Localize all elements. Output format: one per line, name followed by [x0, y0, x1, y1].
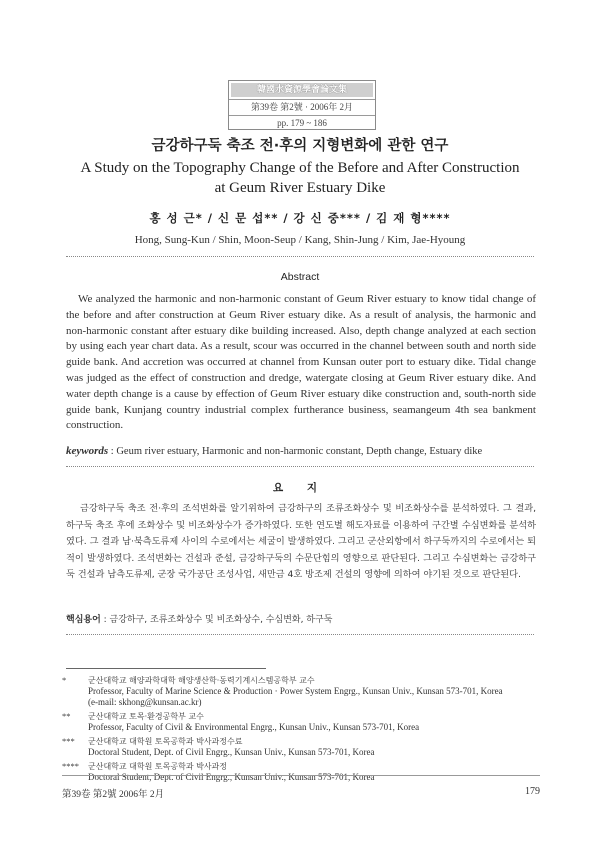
abstract-body: We analyzed the harmonic and non-harmonic constant of Geum River estuary to know tidal change of the before and after construction at Geum River estuary dike. As a result of analysis, the harmonic and non-harmonic constant after estuary dike building increased. Also, depth change analyzed at each section by using each year chart data. As a result, scour was occurred in the channel between south and north side guide bank. And accretion was occurred at channel from Kunsan outer port to estuary dike. Tidal change was judged as the effect of construction and dredge, watergate closing at Geum River estuary dike. And water depth change is a cause by effection of Geum River estuary dike construction and, south-north side guide bank, Kunjang country industrial complex furtherance business, seamangeum 4th sea bankment construction. — [66, 293, 536, 432]
footnote-english: Doctoral Student, Dept. of Civil Engrg., Kunsan Univ., Kunsan 573-701, Korea — [88, 747, 375, 757]
title-english-line2: at Geum River Estuary Dike — [214, 180, 386, 196]
footnote-3 — [62, 736, 542, 758]
footnote-email: (e-mail: skhong@kunsan.ac.kr) — [88, 697, 202, 707]
footnotes — [62, 675, 542, 786]
keywords-text: : Geum river estuary, Harmonic and non-harmonic constant, Depth change, Estuary dike — [108, 446, 483, 457]
footnote-english: Professor, Faculty of Civil & Environmental Engrg., Kunsan Univ., Kunsan 573-701, Korea — [88, 722, 420, 732]
title-korean: 금강하구둑 축조 전·후의 지형변화에 관한 연구 — [151, 138, 449, 154]
footnote-korean: 군산대학교 대학원 토목공학과 박사과정수료 — [88, 737, 243, 746]
abstract-heading: Abstract — [280, 271, 320, 283]
footer-rule — [62, 775, 540, 776]
korean-keywords-text: : 금강하구, 조류조화상수 및 비조화상수, 수심변화, 하구둑 — [100, 615, 333, 625]
journal-pages: pp. 179 ~ 186 — [229, 115, 375, 131]
footer-journal-issue: 第39卷 第2號 2006年 2月 — [62, 790, 165, 800]
footnote-rule — [66, 668, 266, 669]
title-english-line1: A Study on the Topography Change of the Before and After Construction — [80, 160, 520, 176]
journal-header-box — [228, 80, 376, 130]
footnote-korean: 군산대학교 대학원 토목공학과 박사과정 — [88, 762, 228, 771]
footnote-english: Doctoral Student, Dept. of Civil Engrg., Kunsan Univ., Kunsan 573-701, Korea — [88, 772, 375, 782]
korean-keywords-label: 핵심용어 — [66, 615, 101, 625]
summary-body: 금강하구둑 축조 전·후의 조석변화를 알기위하여 금강하구의 조류조화상수 및 비조화상수를 분석하였다. 그 결과, 하구둑 축조 후에 조화상수 및 비조화상수가 증가하였다. 또한 연도별 해도자료를 이용하여 구간별 수심변화를 분석하였다. 그 결과 남·북측도류제 사이의 수로에서는 세굴이 발생하였다. 그리고 군산외항에서 하구둑까지의 수로에서는 퇴적이 발생하였다. 조석변화는 건설과 준설, 금강하구둑의 수문단힘의 영향으로 판단된다. 그리고 수심변화는 금강하구둑 건설과 남측도류제, 군장 국가공단 조성사업, 새만금 4호 방조제 건설의 영향에 의하여 야기된 것으로 판단된다. — [66, 503, 536, 581]
footnote-mark: * — [62, 675, 67, 685]
summary-heading: 요 지 — [273, 482, 327, 494]
footnote-1 — [62, 675, 542, 708]
divider-dotted-middle — [66, 466, 534, 467]
authors-english: Hong, Sung-Kun / Shin, Moon-Seup / Kang, Shin-Jung / Kim, Jae-Hyoung — [134, 234, 466, 246]
keywords-line — [66, 445, 536, 457]
footnote-korean: 군산대학교 해양과학대학 해양생산학·동력기계시스템공학부 교수 — [88, 676, 315, 685]
footnote-mark: **** — [62, 761, 79, 771]
footnote-mark: ** — [62, 711, 71, 721]
footnote-2 — [62, 711, 542, 733]
divider-dotted-bottom — [66, 634, 534, 635]
footnote-english: Professor, Faculty of Marine Science & Production · Power System Engrg., Kunsan Univ., Kunsan 573-701, Korea — [88, 686, 503, 696]
footnote-mark: *** — [62, 736, 75, 746]
journal-volume: 第39卷 第2號 · 2006年 2月 — [229, 99, 375, 115]
divider-dotted-top — [66, 256, 534, 257]
journal-name: 韓國水資源學會論文集 — [231, 83, 373, 97]
korean-keywords-line — [66, 612, 536, 625]
keywords-label: keywords — [66, 445, 109, 457]
page-number: 179 — [525, 786, 540, 797]
footnote-4 — [62, 761, 542, 783]
authors-korean: 홍 성 근* / 신 문 섭** / 강 신 중*** / 김 재 형**** — [149, 211, 451, 225]
footnote-korean: 군산대학교 토목·환경공학부 교수 — [88, 712, 204, 721]
